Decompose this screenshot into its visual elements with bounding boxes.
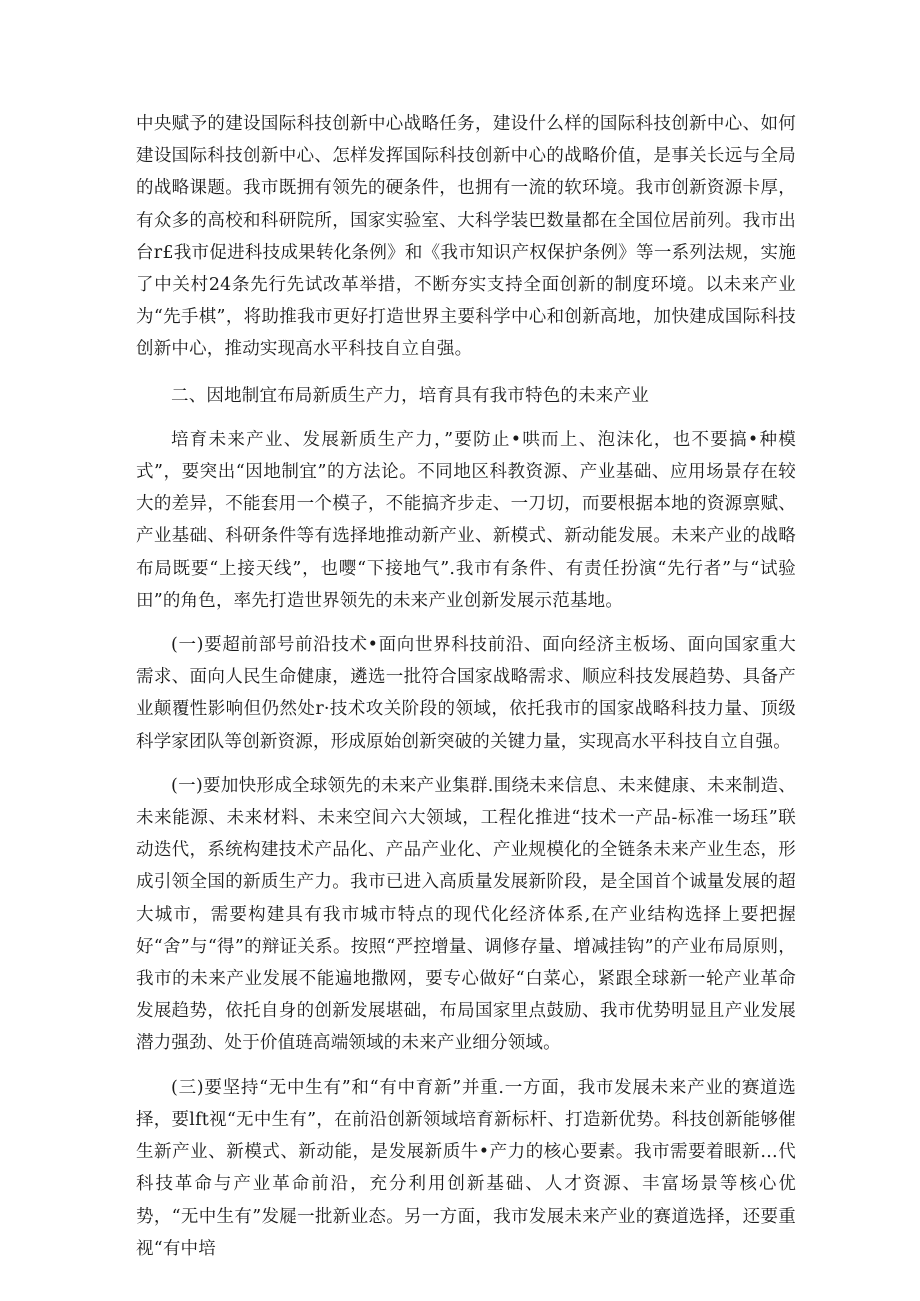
paragraph-item-1: (一)要超前部号前沿技术•面向世界科技前沿、面向经济主板场、面向国家重大需求、面向人民生命健康，遴选一批符合国家战略需求、顺应科技发展趋势、具备产业颠覆性影响但仍然处r·技术攻关阶段的领域，依托我市的国家战略科技力量、顶级科学家团队等创新资源，形成原始创新突破的关键力量，实现高水平科技自立自强。 bbox=[136, 635, 796, 752]
paragraph-section-intro: 培育未来产业、发展新质生产力，”要防止•哄而上、泡沫化，也不要搞•种模式”，要突出“因地制宜”的方法论。不同地区科教资源、产业基础、应用场景存在较大的差异，不能套用一个模子，不能搞齐步走、一刀切，而要根据本地的资源禀赋、产业基础、科研条件等有选择地推动新产业、新模式、新动能发展。未来产业的战略布局既要“上接天线”，也嘤“下接地气”.我市有条件、有责任扮演“先行者”与“试验田”的角色，率先打造世界领先的未来产业创新发展示范基地。 bbox=[136, 429, 796, 611]
paragraph-item-2: (一)要加快形成全球领先的未来产业集群.围绕未来信息、未来健康、未来制造、未来能源、未来材料、未来空间六大领域，工程化推进“技术一产品-标准一场珏”联动迭代，系统构建技术产品化、产品产业化、产业规模化的全链条未来产业生态，形成引领全国的新质生产力。我市已进入高质量发展新阶段，是全国首个诚量发展的超大城市，需要构建具有我市城市特点的现代化经济体系,在产业结构选择上要把握好“舍”与“得”的辩证关系。按照“严控增量、调修存量、增减挂钩”的产业布局原则，我市的未来产业发展不能遍地撒网，要专心做好“白菜心，紧跟全球新一轮产业革命发展趋势，依托自身的创新发展堪础，布局国家里点鼓励、我市优势明显且产业发展潜力强劲、处于价值琏高端领域的未来产业细分领域。 bbox=[136, 775, 796, 1054]
paragraph-intro: 中央赋予的建设国际科技创新中心战略任务，建设什么样的国际科技创新中心、如何建设国际科技创新中心、怎样发挥国际科技创新中心的战略价值，是事关长远与全局的战略课题。我市既拥有领先的硬条件，也拥有一流的软环境。我市创新资源卡厚，有众多的高校和科研院所，国家实验室、大科学装巴数量都在全国位居前列。我市出台r£我市促进科技成果转化条例》和《我市知识产权保护条例》等一系列法规，实施了中关村24条先行先试改革举措，不断夯实支持全面创新的制度环境。以未来产业为“先手棋”，将助推我市更好打造世界主要科学中心和创新高地，加快建成国际科技创新中心，推动实现高水平科技自立自强。 bbox=[136, 114, 796, 360]
section-heading: 二、因地制宜布局新质生产力，培育具有我市特色的未来产业 bbox=[171, 385, 649, 406]
document-page bbox=[136, 108, 796, 1265]
paragraph-item-3: (三)要坚持“无中生有”和“有中育新”并重.一方面，我市发展未来产业的赛道选择，要lft视“无中生有”，在前沿创新领域培育新标杆、打造新优势。科技创新能够催生新产业、新模式、新动能，是发展新质牛•产力的核心要素。我市需要着眼新…代科技革命与产业革命前沿，充分利用创新基础、人才资源、丰富场景等核心优势，“无中生有”发屣一批新业态。另一方面，我市发展未来产业的赛道选择，还要重视“有中培 bbox=[136, 1077, 796, 1259]
